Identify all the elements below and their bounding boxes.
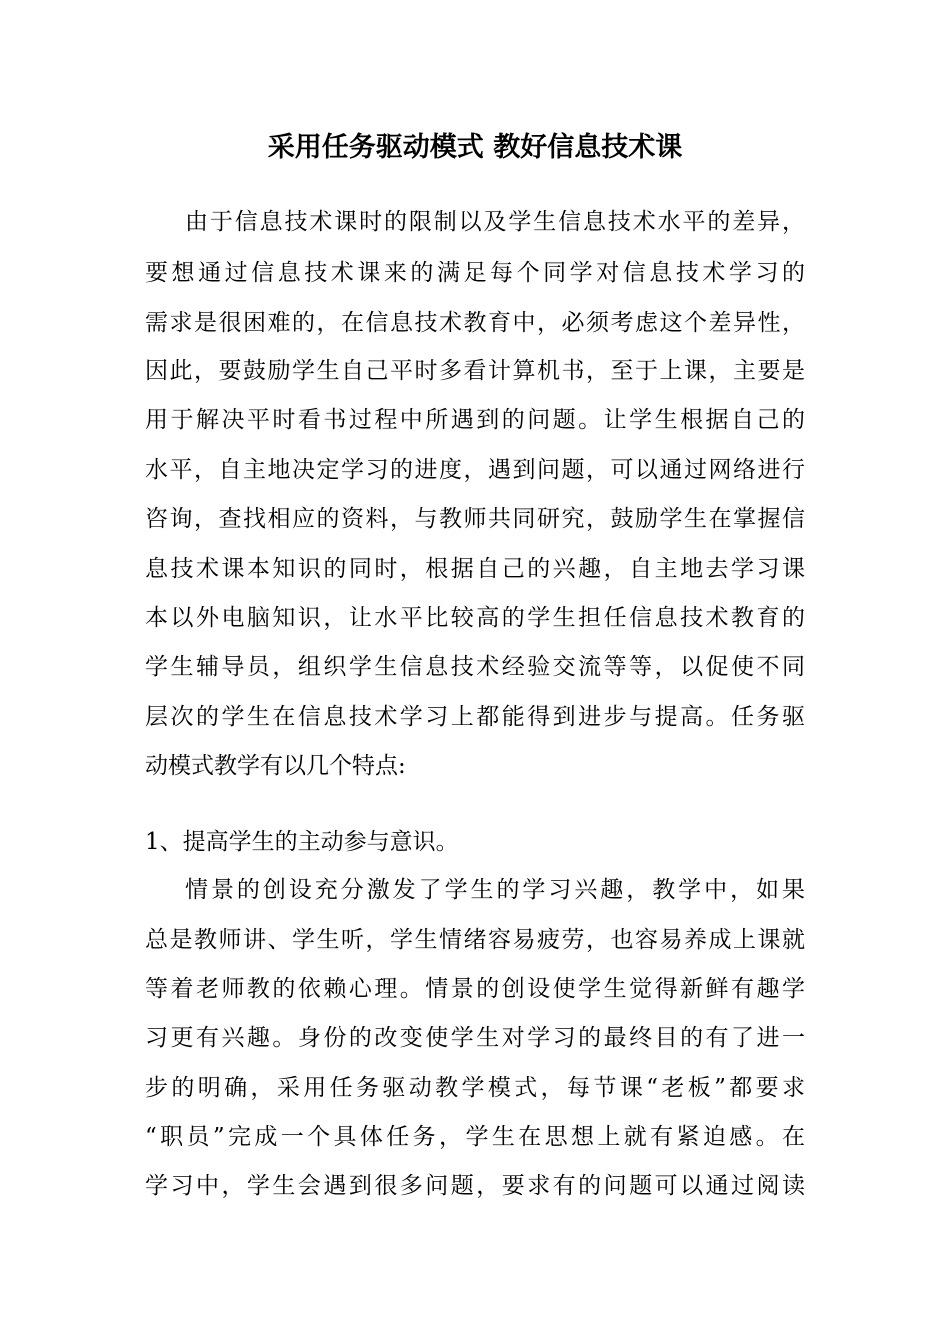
paragraph-line: 情景的创设充分激发了学生的学习兴趣，教学中，如果: [185, 877, 805, 903]
paragraph-line: 由于信息技术课时的限制以及学生信息技术水平的差异，: [185, 209, 805, 235]
paragraph-line: 步的明确，采用任务驱动教学模式，每节课“老板”都要求: [145, 1075, 805, 1101]
paragraph-line: 总是教师讲、学生听，学生情绪容易疲劳，也容易养成上课就: [145, 927, 805, 953]
paragraph-line: “职员”完成一个具体任务，学生在思想上就有紧迫感。在: [145, 1124, 805, 1150]
paragraph-line: 水平，自主地决定学习的进度，遇到问题，可以通过网络进行: [145, 457, 805, 483]
paragraph-line: 习更有兴趣。身份的改变使学生对学习的最终目的有了进一: [145, 1025, 805, 1051]
paragraph-line: 动模式教学有以几个特点:: [145, 753, 406, 779]
paragraph-line: 要想通过信息技术课来的满足每个同学对信息技术学习的: [145, 260, 805, 286]
section-heading: 1、提高学生的主动参与意识。: [145, 829, 459, 855]
paragraph-line: 因此，要鼓励学生自己平时多看计算机书，至于上课，主要是: [145, 358, 805, 384]
paragraph-line: 本以外电脑知识，让水平比较高的学生担任信息技术教育的: [145, 605, 805, 631]
paragraph-line: 用于解决平时看书过程中所遇到的问题。让学生根据自己的: [145, 407, 805, 433]
paragraph-line: 层次的学生在信息技术学习上都能得到进步与提高。任务驱: [145, 704, 805, 730]
paragraph-line: 学生辅导员，组织学生信息技术经验交流等等，以促使不同: [145, 654, 805, 680]
paragraph-line: 等着老师教的依赖心理。情景的创设使学生觉得新鲜有趣学: [145, 976, 805, 1002]
paragraph-line: 学习中，学生会遇到很多问题，要求有的问题可以通过阅读: [145, 1173, 805, 1199]
paragraph-line: 需求是很困难的，在信息技术教育中，必须考虑这个差异性，: [145, 310, 805, 336]
document-title: 采用任务驱动模式 教好信息技术课: [267, 132, 683, 163]
paragraph-line: 咨询，查找相应的资料，与教师共同研究，鼓励学生在掌握信: [145, 506, 805, 532]
paragraph-line: 息技术课本知识的同时，根据自己的兴趣，自主地去学习课: [145, 556, 805, 582]
